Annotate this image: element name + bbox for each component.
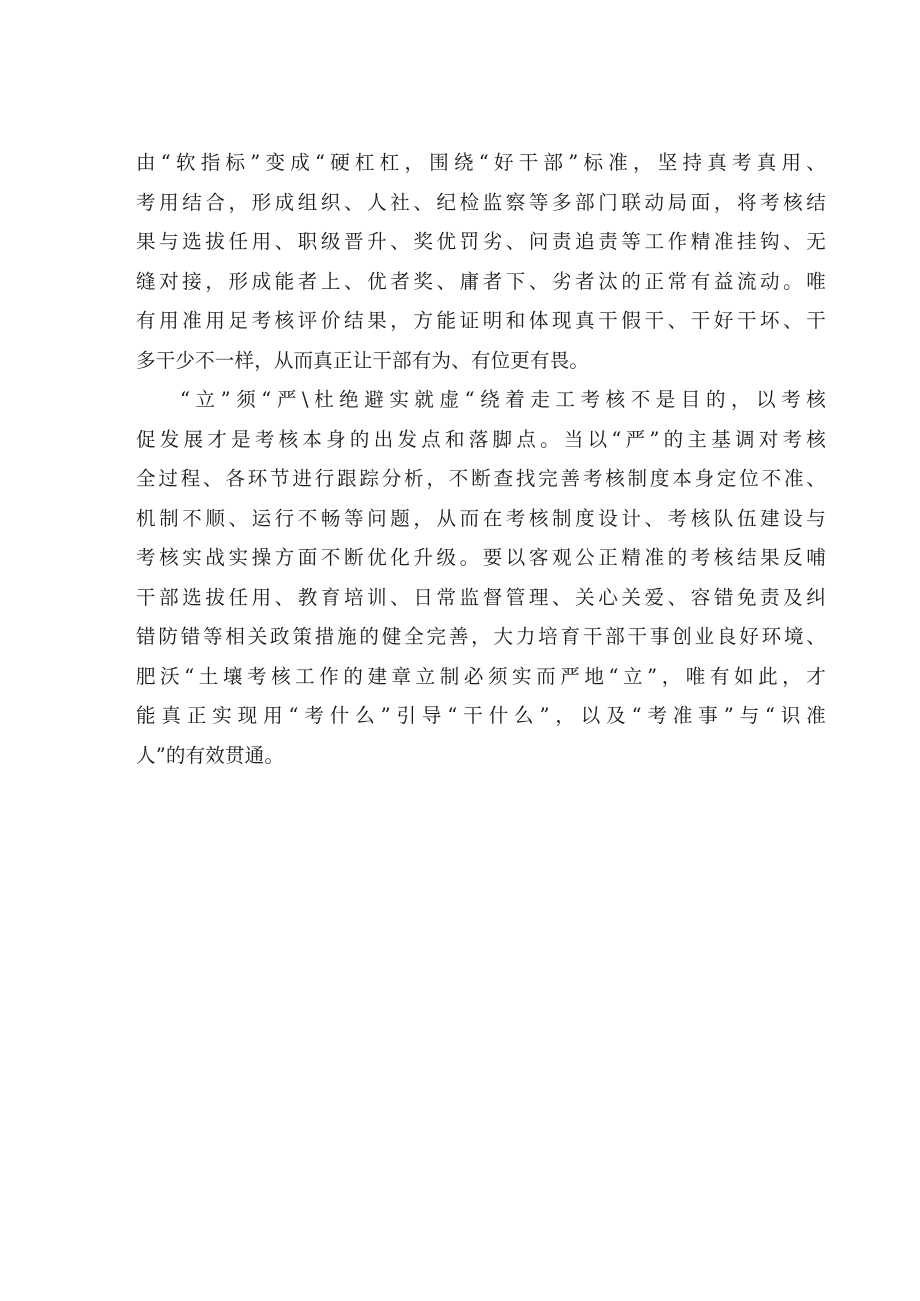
- paragraph-2: [136, 380, 826, 775]
- paragraph-line: 促发展才是考核本身的出发点和落脚点。当以“严”的主基调对考核: [136, 427, 826, 451]
- body-text: [136, 143, 826, 775]
- paragraph-line: 由“软指标”变成“硬杠杠，围绕“好干部”标准，坚持真考真用、: [136, 151, 826, 174]
- paragraph-line: 缝对接，形成能者上、优者奖、庸者下、劣者汰的正常有益流动。唯: [136, 269, 826, 293]
- paragraph-line: 肥沃“土壤考核工作的建章立制必须实而严地“立”，唯有如此，才: [136, 664, 826, 688]
- paragraph-line: 错防错等相关政策措施的健全完善，大力培育干部干事创业良好环境、: [136, 625, 826, 648]
- paragraph-line: 考核实战实操方面不断优化升级。要以客观公正精准的考核结果反哺: [136, 546, 826, 569]
- paragraph-line: 全过程、各环节进行跟踪分析，不断查找完善考核制度本身定位不准、: [136, 467, 826, 490]
- paragraph-line: “立”须“严\杜绝避实就虚“绕着走工考核不是目的，以考核: [180, 388, 826, 411]
- paragraph-line: 多干少不一样，从而真正让干部有为、有位更有畏。: [136, 348, 590, 372]
- paragraph-line: 果与选拔任用、职级晋升、奖优罚劣、问责追责等工作精准挂钩、无: [136, 230, 826, 253]
- paragraph-line: 人”的有效贯通。: [136, 743, 285, 767]
- paragraph-line: 机制不顺、运行不畅等问题，从而在考核制度设计、考核队伍建设与: [136, 506, 826, 530]
- paragraph-line: 干部选拔任用、教育培训、日常监督管理、关心关爱、容错免责及纠: [136, 585, 826, 609]
- paragraph-1: [136, 143, 826, 380]
- paragraph-line: 能真正实现用“考什么”引导“干什么”，以及“考准事”与“识准: [136, 704, 826, 727]
- paragraph-line: 有用准用足考核评价结果，方能证明和体现真干假干、干好干坏、干: [136, 309, 826, 332]
- paragraph-line: 考用结合，形成组织、人社、纪检监察等多部门联动局面，将考核结: [136, 190, 826, 214]
